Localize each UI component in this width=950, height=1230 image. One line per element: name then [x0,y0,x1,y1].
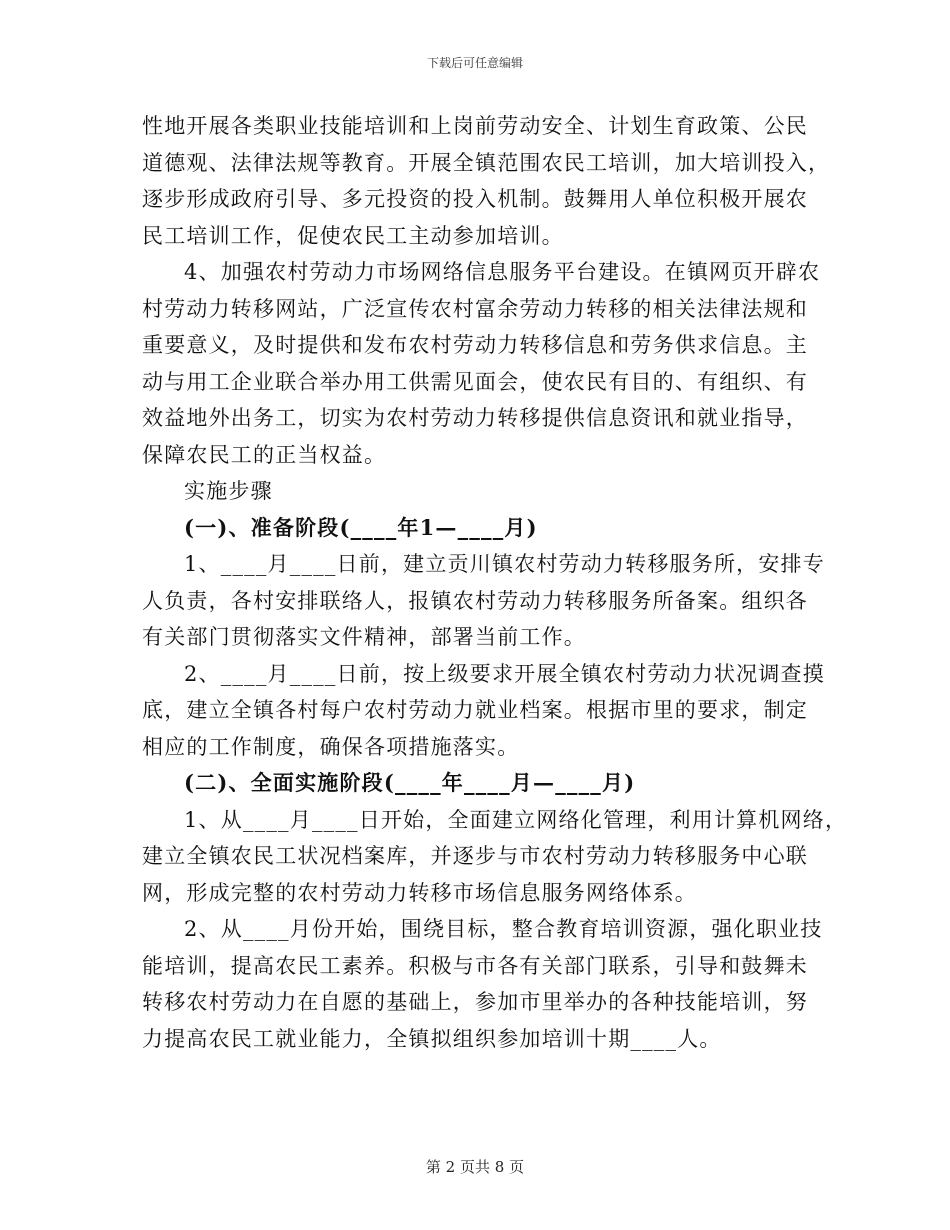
text-line: 人负责，各村安排联络人，报镇农村劳动力转移服务所备案。组织各 [142,588,808,613]
text-line: 2、____月____日前，按上级要求开展全镇农村劳动力状况调查摸 [184,661,825,686]
text-line: 网，形成完整的农村劳动力转移市场信息服务网络体系。 [142,880,697,905]
text-line: 保障农民工的正当权益。 [142,442,387,467]
text-line: 4、加强农村劳动力市场网络信息服务平台建设。在镇网页开辟农 [184,260,821,284]
document-body [142,108,848,1057]
text-line: 能培训，提高农民工素养。积极与市各有关部门联系，引导和鼓舞未 [142,953,808,978]
text-line: 有关部门贯彻落实文件精神，部署当前工作。 [142,625,586,649]
text-line: 性地开展各类职业技能培训和上岗前劳动安全、计划生育政策、公民 [142,114,808,138]
text-line: 转移农村劳动力在自愿的基础上，参加市里举办的各种技能培训，努 [142,990,808,1014]
text-line: 村劳动力转移网站，广泛宣传农村富余劳动力转移的相关法律法规和 [142,296,808,321]
text-line: 道德观、法律法规等教育。开展全镇范围农民工培训，加大培训投入， [142,150,831,175]
text-line: 2、从____月份开始，围绕目标，整合教育培训资源，强化职业技 [184,917,823,941]
text-line: 实施步骤 [184,479,273,503]
text-line: 相应的工作制度，确保各项措施落实。 [142,734,520,759]
text-line: 逐步形成政府引导、多元投资的投入机制。鼓舞用人单位积极开展农 [142,187,808,211]
page-footer: 第 2 页共 8 页 [425,1158,525,1176]
text-line: 建立全镇农民工状况档案库，并逐步与市农村劳动力转移服务中心联 [142,844,808,868]
section-heading: (一)、准备阶段(____年1—____月) [184,514,538,540]
section-heading: (二)、全面实施阶段(____年____月—____月) [184,770,636,795]
text-line: 底，建立全镇各村每户农村劳动力就业档案。根据市里的要求，制定 [142,698,808,722]
text-line: 效益地外出务工，切实为农村劳动力转移提供信息资讯和就业指导， [142,406,808,430]
page-header: 下载后可任意编辑 [426,56,523,70]
text-line: 1、从____月____日开始，全面建立网络化管理，利用计算机网络， [184,807,848,832]
text-line: 民工培训工作，促使农民工主动参加培训。 [142,223,564,248]
text-line: 动与用工企业联合举办用工供需见面会，使农民有目的、有组织、有 [142,369,808,394]
text-line: 重要意义，及时提供和发布农村劳动力转移信息和劳务供求信息。主 [142,333,808,357]
text-line: 力提高农民工就业能力，全镇拟组织参加培训十期____人。 [142,1026,722,1051]
text-line: 1、____月____日前，建立贡川镇农村劳动力转移服务所，安排专 [184,552,825,576]
